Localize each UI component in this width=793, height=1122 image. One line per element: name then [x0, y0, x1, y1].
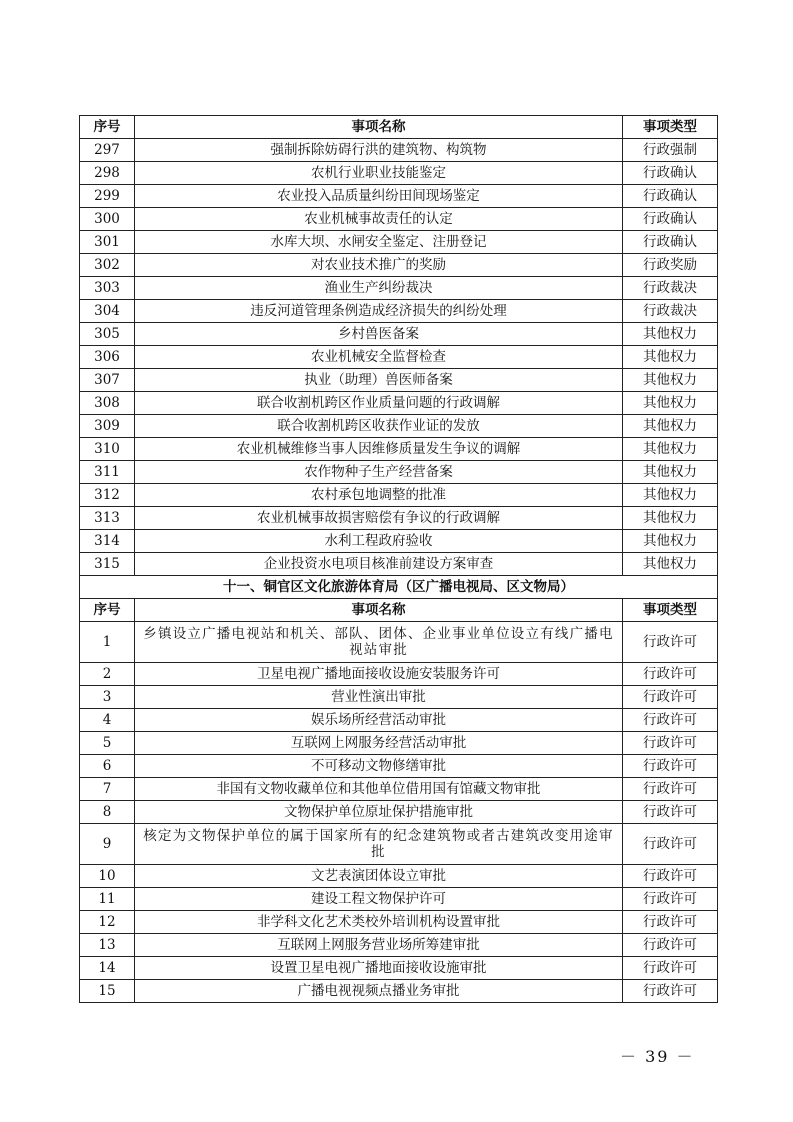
table-row [80, 801, 718, 824]
cell-name: 水利工程政府验收 [135, 530, 623, 553]
cell-type: 行政许可 [623, 778, 718, 801]
cell-name: 联合收割机跨区作业质量问题的行政调解 [135, 392, 623, 415]
header-name: 事项名称 [135, 116, 623, 139]
cell-seq: 308 [80, 392, 135, 415]
header-type: 事项类型 [623, 599, 718, 622]
cell-type: 行政强制 [623, 139, 718, 162]
cell-seq: 15 [80, 980, 135, 1003]
cell-type: 行政许可 [623, 622, 718, 663]
cell-name: 农村承包地调整的批准 [135, 484, 623, 507]
cell-seq: 14 [80, 957, 135, 980]
cell-name: 互联网上网服务经营活动审批 [135, 732, 623, 755]
table-header-row [80, 599, 718, 622]
cell-seq: 300 [80, 208, 135, 231]
cell-name: 对农业技术推广的奖励 [135, 254, 623, 277]
cell-type: 其他权力 [623, 530, 718, 553]
cell-seq: 10 [80, 865, 135, 888]
header-seq: 序号 [80, 599, 135, 622]
items-table-body [80, 116, 718, 1003]
cell-seq: 12 [80, 911, 135, 934]
cell-name: 农机行业职业技能鉴定 [135, 162, 623, 185]
table-row [80, 139, 718, 162]
table-row [80, 911, 718, 934]
table-row [80, 778, 718, 801]
cell-type: 行政裁决 [623, 277, 718, 300]
cell-name: 强制拆除妨碍行洪的建筑物、构筑物 [135, 139, 623, 162]
cell-seq: 4 [80, 709, 135, 732]
table-row [80, 438, 718, 461]
table-row [80, 162, 718, 185]
cell-seq: 311 [80, 461, 135, 484]
cell-seq: 304 [80, 300, 135, 323]
cell-name: 非学科文化艺术类校外培训机构设置审批 [135, 911, 623, 934]
cell-name: 设置卫星电视广播地面接收设施审批 [135, 957, 623, 980]
cell-type: 其他权力 [623, 438, 718, 461]
cell-type: 行政许可 [623, 824, 718, 865]
cell-seq: 3 [80, 686, 135, 709]
cell-name: 文艺表演团体设立审批 [135, 865, 623, 888]
cell-type: 行政裁决 [623, 300, 718, 323]
cell-name: 不可移动文物修缮审批 [135, 755, 623, 778]
cell-name: 非国有文物收藏单位和其他单位借用国有馆藏文物审批 [135, 778, 623, 801]
cell-name: 乡村兽医备案 [135, 323, 623, 346]
table-row [80, 231, 718, 254]
cell-name: 营业性演出审批 [135, 686, 623, 709]
cell-seq: 13 [80, 934, 135, 957]
cell-name: 广播电视视频点播业务审批 [135, 980, 623, 1003]
cell-type: 其他权力 [623, 369, 718, 392]
cell-name: 文物保护单位原址保护措施审批 [135, 801, 623, 824]
cell-name: 核定为文物保护单位的属于国家所有的纪念建筑物或者古建筑改变用途审批 [135, 824, 623, 865]
cell-type: 行政确认 [623, 185, 718, 208]
table-row [80, 553, 718, 576]
cell-seq: 6 [80, 755, 135, 778]
cell-seq: 299 [80, 185, 135, 208]
cell-type: 行政许可 [623, 865, 718, 888]
table-row [80, 980, 718, 1003]
cell-name: 农作物种子生产经营备案 [135, 461, 623, 484]
cell-type: 其他权力 [623, 553, 718, 576]
cell-seq: 313 [80, 507, 135, 530]
cell-name: 农业机械事故责任的认定 [135, 208, 623, 231]
cell-name: 互联网上网服务营业场所筹建审批 [135, 934, 623, 957]
cell-type: 行政许可 [623, 911, 718, 934]
cell-name: 乡镇设立广播电视站和机关、部队、团体、企业事业单位设立有线广播电视站审批 [135, 622, 623, 663]
table-row [80, 461, 718, 484]
cell-name: 建设工程文物保护许可 [135, 888, 623, 911]
cell-seq: 312 [80, 484, 135, 507]
cell-type: 行政许可 [623, 686, 718, 709]
table-row [80, 369, 718, 392]
cell-type: 行政许可 [623, 709, 718, 732]
cell-seq: 303 [80, 277, 135, 300]
cell-seq: 2 [80, 663, 135, 686]
cell-name: 执业（助理）兽医师备案 [135, 369, 623, 392]
cell-seq: 310 [80, 438, 135, 461]
table-row [80, 663, 718, 686]
table-row [80, 709, 718, 732]
cell-type: 其他权力 [623, 507, 718, 530]
header-type: 事项类型 [623, 116, 718, 139]
cell-seq: 302 [80, 254, 135, 277]
cell-type: 行政许可 [623, 888, 718, 911]
cell-type: 其他权力 [623, 392, 718, 415]
cell-name: 农业机械安全监督检查 [135, 346, 623, 369]
cell-seq: 314 [80, 530, 135, 553]
table-header-row [80, 116, 718, 139]
table-row [80, 732, 718, 755]
cell-seq: 307 [80, 369, 135, 392]
cell-type: 其他权力 [623, 461, 718, 484]
cell-seq: 9 [80, 824, 135, 865]
table-row [80, 392, 718, 415]
table-row [80, 484, 718, 507]
cell-type: 其他权力 [623, 484, 718, 507]
cell-seq: 301 [80, 231, 135, 254]
cell-type: 其他权力 [623, 323, 718, 346]
header-seq: 序号 [80, 116, 135, 139]
cell-seq: 11 [80, 888, 135, 911]
cell-name: 农业机械事故损害赔偿有争议的行政调解 [135, 507, 623, 530]
cell-name: 企业投资水电项目核准前建设方案审查 [135, 553, 623, 576]
header-name: 事项名称 [135, 599, 623, 622]
table-row [80, 686, 718, 709]
cell-type: 行政许可 [623, 732, 718, 755]
table-row [80, 622, 718, 663]
table-row [80, 507, 718, 530]
table-row [80, 277, 718, 300]
cell-seq: 315 [80, 553, 135, 576]
section-title-row [80, 576, 718, 599]
cell-type: 行政许可 [623, 980, 718, 1003]
table-row [80, 824, 718, 865]
cell-seq: 297 [80, 139, 135, 162]
cell-type: 其他权力 [623, 415, 718, 438]
cell-type: 行政确认 [623, 231, 718, 254]
cell-name: 渔业生产纠纷裁决 [135, 277, 623, 300]
cell-seq: 7 [80, 778, 135, 801]
table-row [80, 755, 718, 778]
table-row [80, 888, 718, 911]
cell-seq: 1 [80, 622, 135, 663]
cell-type: 行政许可 [623, 663, 718, 686]
cell-type: 行政奖励 [623, 254, 718, 277]
cell-name: 水库大坝、水闸安全鉴定、注册登记 [135, 231, 623, 254]
cell-type: 其他权力 [623, 346, 718, 369]
cell-seq: 8 [80, 801, 135, 824]
cell-name: 农业投入品质量纠纷田间现场鉴定 [135, 185, 623, 208]
cell-seq: 5 [80, 732, 135, 755]
table-row [80, 208, 718, 231]
table-row [80, 185, 718, 208]
items-table [79, 115, 718, 1003]
cell-type: 行政许可 [623, 801, 718, 824]
cell-seq: 309 [80, 415, 135, 438]
cell-name: 农业机械维修当事人因维修质量发生争议的调解 [135, 438, 623, 461]
table-row [80, 865, 718, 888]
cell-type: 行政许可 [623, 957, 718, 980]
cell-name: 联合收割机跨区收获作业证的发放 [135, 415, 623, 438]
cell-name: 违反河道管理条例造成经济损失的纠纷处理 [135, 300, 623, 323]
table-row [80, 323, 718, 346]
table-row [80, 530, 718, 553]
table-row [80, 300, 718, 323]
cell-seq: 306 [80, 346, 135, 369]
page-number: － 39 － [620, 1047, 695, 1066]
table-row [80, 346, 718, 369]
cell-seq: 305 [80, 323, 135, 346]
table-row [80, 254, 718, 277]
cell-type: 行政确认 [623, 162, 718, 185]
cell-seq: 298 [80, 162, 135, 185]
table-row [80, 934, 718, 957]
cell-type: 行政确认 [623, 208, 718, 231]
section-title: 十一、铜官区文化旅游体育局（区广播电视局、区文物局） [80, 576, 718, 599]
cell-type: 行政许可 [623, 755, 718, 778]
cell-name: 卫星电视广播地面接收设施安装服务许可 [135, 663, 623, 686]
table-row [80, 957, 718, 980]
cell-name: 娱乐场所经营活动审批 [135, 709, 623, 732]
table-row [80, 415, 718, 438]
cell-type: 行政许可 [623, 934, 718, 957]
